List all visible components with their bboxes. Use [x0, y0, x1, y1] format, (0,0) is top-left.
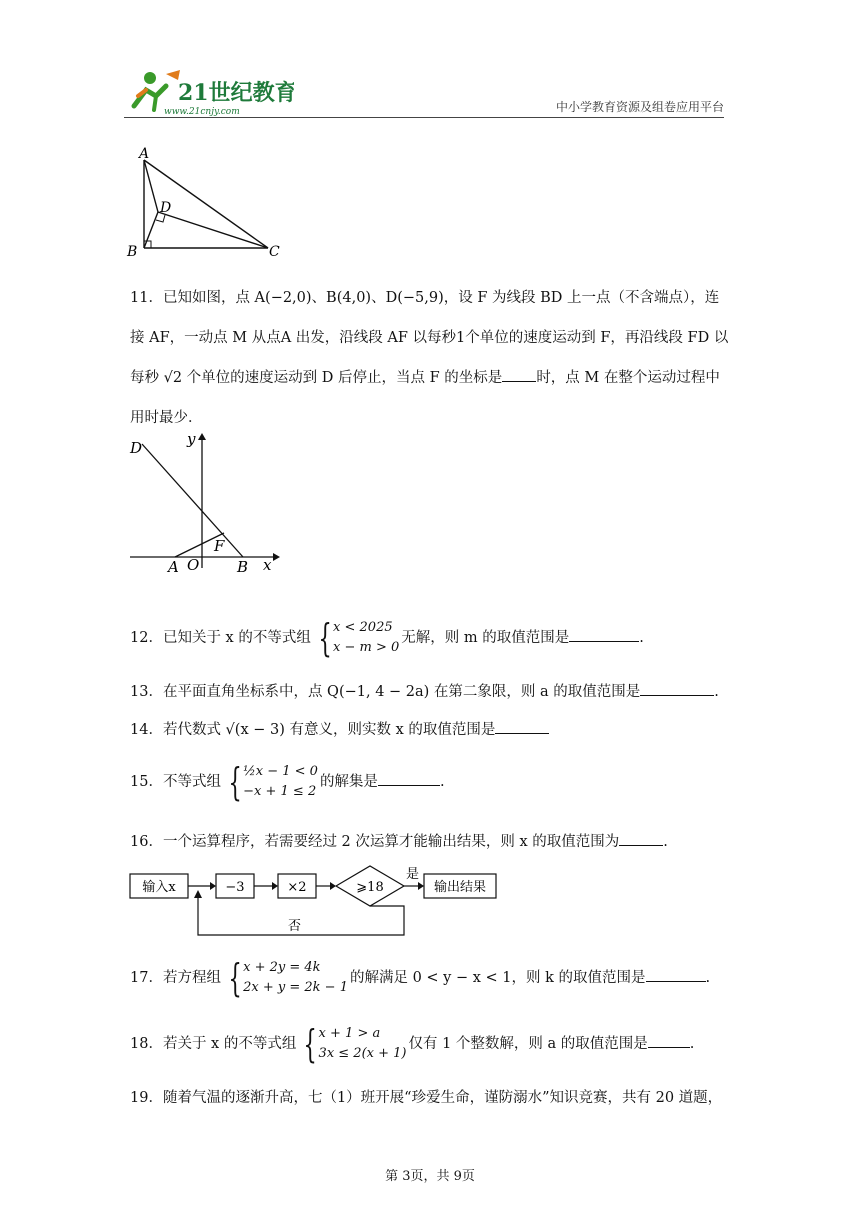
- q11-line3b: 时，点 M 在整个运动过程中: [536, 370, 720, 386]
- q12-end: .: [639, 630, 644, 646]
- platform-name: 中小学教育资源及组卷应用平台: [555, 100, 724, 114]
- inequality-system: { ½x − 1 < 0 −x + 1 ≤ 2: [228, 760, 318, 804]
- question-16: [130, 822, 730, 862]
- system-line-2: 3x ≤ 2(x + 1): [318, 1046, 407, 1061]
- system-line-2: x − m > 0: [333, 640, 400, 655]
- inequality-system: { x + 1 > a 3x ≤ 2(x + 1): [303, 1022, 407, 1066]
- answer-blank: [646, 967, 706, 982]
- question-12: [130, 618, 730, 658]
- header-divider: [124, 117, 724, 118]
- answer-blank: [648, 1033, 690, 1048]
- question-13: [130, 672, 730, 712]
- equation-system: { x + 2y = 4k 2x + y = 2k − 1: [228, 956, 348, 1000]
- coordinate-figure: [125, 428, 285, 578]
- q18-end: .: [689, 1036, 695, 1052]
- label-a: A: [139, 146, 150, 162]
- answer-blank: [619, 831, 663, 846]
- q18-pre: 18．若关于 x 的不等式组: [130, 1036, 297, 1052]
- answer-blank: [640, 681, 714, 696]
- q15-post: 的解集是: [319, 774, 378, 790]
- page-footer: 第 3页，共 9页: [385, 1169, 475, 1184]
- q12-post: 无解，则 m 的取值范围是: [401, 630, 570, 646]
- answer-blank: [495, 719, 549, 734]
- system-line-2: −x + 1 ≤ 2: [243, 784, 317, 799]
- logo-url: www.21cnjy.com: [164, 107, 240, 117]
- system-line-1: x + 1 > a: [318, 1026, 381, 1041]
- q13-text: 13．在平面直角坐标系中，点 Q(−1, 4 − 2a) 在第二象限，则 a 的取值范围是: [130, 684, 641, 700]
- label-f: F: [214, 537, 225, 555]
- question-15: [130, 762, 730, 802]
- answer-blank: [378, 771, 440, 786]
- question-19: [130, 1078, 730, 1118]
- q19-text: 19．随着气温的逐渐升高，七（1）班开展“珍爱生命，谨防溺水”知识竞赛，共有 20 道题，: [130, 1090, 723, 1106]
- flowchart: [128, 862, 508, 940]
- triangle-figure: [125, 142, 295, 260]
- q11-line1: 11．已知如图，点 A(−2,0)、B(4,0)、D(−5,9)，设 F 为线段 BD 上一点（不含端点），连: [130, 290, 720, 306]
- answer-blank: [569, 627, 639, 642]
- system-line-1: x < 2025: [333, 620, 393, 635]
- q17-end: .: [705, 970, 711, 986]
- q13-end: .: [714, 684, 719, 700]
- flow-condition: ⩾18: [356, 880, 384, 895]
- q11-line4: 用时最少．: [130, 410, 203, 426]
- label-y: y: [187, 430, 196, 448]
- label-x: x: [263, 556, 272, 574]
- answer-blank: [502, 367, 536, 382]
- q15-end: .: [439, 774, 445, 790]
- label-a: A: [168, 558, 179, 576]
- q18-post: 仅有 1 个整数解，则 a 的取值范围是: [408, 1036, 648, 1052]
- label-c: C: [269, 244, 280, 260]
- label-b: B: [127, 244, 138, 260]
- question-18: [130, 1024, 730, 1064]
- flow-op1: −3: [225, 880, 245, 895]
- system-line-1: ½x − 1 < 0: [243, 764, 318, 779]
- label-d: D: [130, 439, 143, 457]
- label-o: O: [187, 556, 200, 574]
- q17-post: 的解满足 0 < y − x < 1，则 k 的取值范围是: [349, 970, 646, 986]
- q12-pre: 12．已知关于 x 的不等式组: [130, 630, 311, 646]
- flow-output: 输出结果: [433, 880, 487, 895]
- q15-pre: 15．不等式组: [130, 774, 221, 790]
- q17-pre: 17．若方程组: [130, 970, 221, 986]
- inequality-system: { x < 2025 x − m > 0: [318, 616, 400, 660]
- logo-text: 21世纪教育: [178, 80, 294, 106]
- system-line-1: x + 2y = 4k: [243, 960, 321, 975]
- question-14: [130, 710, 730, 750]
- q16-end: .: [663, 834, 668, 850]
- question-11: [130, 278, 730, 438]
- q16-text: 16．一个运算程序，若需要经过 2 次运算才能输出结果，则 x 的取值范围为: [130, 834, 620, 850]
- q11-line3: 每秒 √2 个单位的速度运动到 D 后停止，当点 F 的坐标是: [130, 370, 503, 386]
- runner-icon: [134, 70, 180, 110]
- site-logo: [124, 66, 294, 122]
- flow-no: 否: [288, 919, 302, 934]
- system-line-2: 2x + y = 2k − 1: [243, 980, 348, 995]
- question-17: [130, 958, 730, 998]
- q11-line2: 接 AF，一动点 M 从点A 出发，沿线段 AF 以每秒1个单位的速度运动到 F，再沿线段 FD 以: [130, 330, 729, 346]
- flow-op2: ×2: [287, 880, 307, 895]
- q11-line3-wrap: [130, 358, 730, 398]
- flow-input: 输入x: [142, 880, 176, 895]
- flow-yes: 是: [406, 867, 420, 882]
- label-b: B: [237, 558, 249, 576]
- label-d: D: [160, 200, 172, 216]
- q14-text: 14．若代数式 √(x − 3) 有意义，则实数 x 的取值范围是: [130, 722, 496, 738]
